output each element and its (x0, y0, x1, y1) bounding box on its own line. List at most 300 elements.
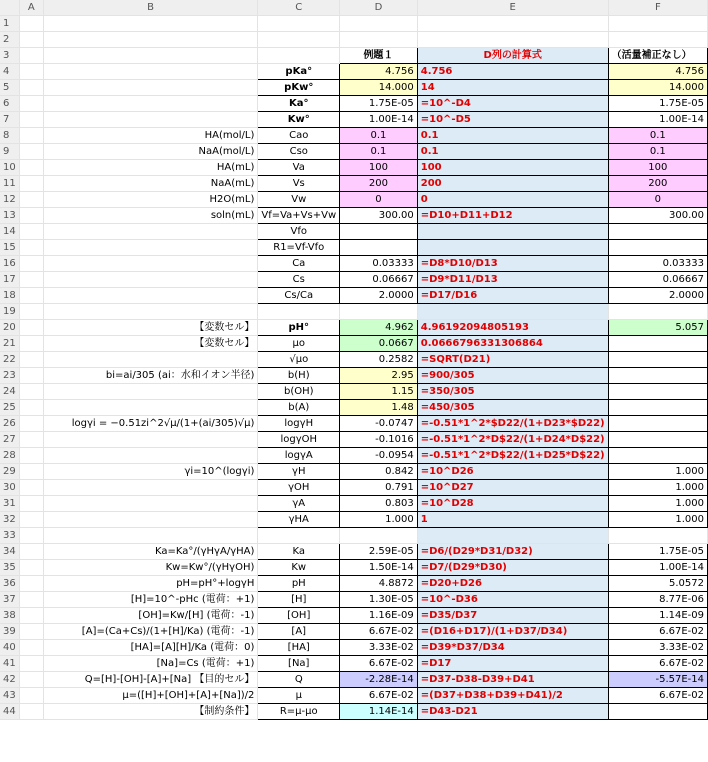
row-header-40[interactable]: 40 (0, 640, 19, 656)
cell-a40[interactable] (19, 640, 43, 656)
cell-a20[interactable] (19, 320, 43, 336)
row-header-29[interactable]: 29 (0, 464, 19, 480)
cell-d7[interactable]: 1.00E-14 (340, 112, 418, 128)
cell-d25[interactable]: 1.48 (340, 400, 418, 416)
cell-e8[interactable]: 0.1 (417, 128, 608, 144)
cell-a29[interactable] (19, 464, 43, 480)
cell-b2[interactable] (43, 32, 258, 48)
row-header-19[interactable]: 19 (0, 304, 19, 320)
row-header-43[interactable]: 43 (0, 688, 19, 704)
cell-b22[interactable] (43, 352, 258, 368)
cell-e41[interactable]: =D17 (417, 656, 608, 672)
cell-e14[interactable] (417, 224, 608, 240)
cell-c17[interactable]: Cs (258, 272, 340, 288)
cell-a31[interactable] (19, 496, 43, 512)
cell-e42[interactable]: =D37-D38-D39+D41 (417, 672, 608, 688)
cell-b1[interactable] (43, 16, 258, 32)
cell-c13[interactable]: Vf=Va+Vs+Vw (258, 208, 340, 224)
cell-f39[interactable]: 6.67E-02 (608, 624, 707, 640)
cell-b40[interactable]: [HA]=[A][H]/Ka (電荷：0) (43, 640, 258, 656)
row-header-39[interactable]: 39 (0, 624, 19, 640)
row-header-44[interactable]: 44 (0, 704, 19, 720)
cell-d1[interactable] (340, 16, 418, 32)
cell-e15[interactable] (417, 240, 608, 256)
cell-b39[interactable]: [A]=(Ca+Cs)/(1+[H]/Ka) (電荷：-1) (43, 624, 258, 640)
cell-f2[interactable] (608, 32, 707, 48)
cell-c33[interactable] (258, 528, 340, 544)
cell-f10[interactable]: 100 (608, 160, 707, 176)
cell-f40[interactable]: 3.33E-02 (608, 640, 707, 656)
cell-e34[interactable]: =D6/(D29*D31/D32) (417, 544, 608, 560)
row-header-42[interactable]: 42 (0, 672, 19, 688)
cell-b11[interactable]: NaA(mL) (43, 176, 258, 192)
cell-e36[interactable]: =D20+D26 (417, 576, 608, 592)
cell-b19[interactable] (43, 304, 258, 320)
cell-a6[interactable] (19, 96, 43, 112)
cell-d30[interactable]: 0.791 (340, 480, 418, 496)
row-header-30[interactable]: 30 (0, 480, 19, 496)
cell-c34[interactable]: Ka (258, 544, 340, 560)
cell-c7[interactable]: Kw° (258, 112, 340, 128)
cell-c39[interactable]: [A] (258, 624, 340, 640)
cell-b29[interactable]: γi=10^(logγi) (43, 464, 258, 480)
cell-a36[interactable] (19, 576, 43, 592)
cell-a14[interactable] (19, 224, 43, 240)
cell-a10[interactable] (19, 160, 43, 176)
cell-f25[interactable] (608, 400, 707, 416)
cell-b8[interactable]: HA(mol/L) (43, 128, 258, 144)
row-header-8[interactable]: 8 (0, 128, 19, 144)
cell-f1[interactable] (608, 16, 707, 32)
row-header-17[interactable]: 17 (0, 272, 19, 288)
cell-d36[interactable]: 4.8872 (340, 576, 418, 592)
row-header-9[interactable]: 9 (0, 144, 19, 160)
cell-f34[interactable]: 1.75E-05 (608, 544, 707, 560)
cell-f20[interactable]: 5.057 (608, 320, 707, 336)
cell-d32[interactable]: 1.000 (340, 512, 418, 528)
cell-e25[interactable]: =450/305 (417, 400, 608, 416)
cell-d35[interactable]: 1.50E-14 (340, 560, 418, 576)
cell-d9[interactable]: 0.1 (340, 144, 418, 160)
cell-e6[interactable]: =10^-D4 (417, 96, 608, 112)
cell-c40[interactable]: [HA] (258, 640, 340, 656)
cell-a19[interactable] (19, 304, 43, 320)
column-header-d[interactable]: D (340, 0, 418, 16)
row-header-34[interactable]: 34 (0, 544, 19, 560)
cell-d17[interactable]: 0.06667 (340, 272, 418, 288)
cell-d42[interactable]: -2.28E-14 (340, 672, 418, 688)
cell-f31[interactable]: 1.000 (608, 496, 707, 512)
cell-c29[interactable]: γH (258, 464, 340, 480)
cell-c20[interactable]: pH° (258, 320, 340, 336)
cell-e23[interactable]: =900/305 (417, 368, 608, 384)
cell-f44[interactable] (608, 704, 707, 720)
cell-f7[interactable]: 1.00E-14 (608, 112, 707, 128)
cell-e44[interactable]: =D43-D21 (417, 704, 608, 720)
cell-f13[interactable]: 300.00 (608, 208, 707, 224)
cell-d19[interactable] (340, 304, 418, 320)
cell-a9[interactable] (19, 144, 43, 160)
cell-c41[interactable]: [Na] (258, 656, 340, 672)
row-header-31[interactable]: 31 (0, 496, 19, 512)
cell-c9[interactable]: Cso (258, 144, 340, 160)
column-header-c[interactable]: C (258, 0, 340, 16)
cell-d41[interactable]: 6.67E-02 (340, 656, 418, 672)
cell-f33[interactable] (608, 528, 707, 544)
cell-f24[interactable] (608, 384, 707, 400)
cell-b31[interactable] (43, 496, 258, 512)
cell-c21[interactable]: μo (258, 336, 340, 352)
row-header-22[interactable]: 22 (0, 352, 19, 368)
cell-a26[interactable] (19, 416, 43, 432)
cell-c19[interactable] (258, 304, 340, 320)
column-header-a[interactable]: A (19, 0, 43, 16)
cell-b27[interactable] (43, 432, 258, 448)
cell-b24[interactable] (43, 384, 258, 400)
cell-e5[interactable]: 14 (417, 80, 608, 96)
row-header-6[interactable]: 6 (0, 96, 19, 112)
cell-d44[interactable]: 1.14E-14 (340, 704, 418, 720)
cell-b6[interactable] (43, 96, 258, 112)
cell-c37[interactable]: [H] (258, 592, 340, 608)
row-header-41[interactable]: 41 (0, 656, 19, 672)
cell-f36[interactable]: 5.0572 (608, 576, 707, 592)
row-header-2[interactable]: 2 (0, 32, 19, 48)
cell-d14[interactable] (340, 224, 418, 240)
cell-d3[interactable]: 例題１ (340, 48, 418, 64)
cell-b32[interactable] (43, 512, 258, 528)
cell-f19[interactable] (608, 304, 707, 320)
row-header-3[interactable]: 3 (0, 48, 19, 64)
cell-f16[interactable]: 0.03333 (608, 256, 707, 272)
row-header-38[interactable]: 38 (0, 608, 19, 624)
cell-e38[interactable]: =D35/D37 (417, 608, 608, 624)
cell-f4[interactable]: 4.756 (608, 64, 707, 80)
cell-f42[interactable]: -5.57E-14 (608, 672, 707, 688)
cell-a27[interactable] (19, 432, 43, 448)
cell-d23[interactable]: 2.95 (340, 368, 418, 384)
cell-a12[interactable] (19, 192, 43, 208)
cell-d33[interactable] (340, 528, 418, 544)
row-header-11[interactable]: 11 (0, 176, 19, 192)
cell-c18[interactable]: Cs/Ca (258, 288, 340, 304)
cell-b13[interactable]: soln(mL) (43, 208, 258, 224)
cell-c5[interactable]: pKw° (258, 80, 340, 96)
cell-a30[interactable] (19, 480, 43, 496)
cell-b18[interactable] (43, 288, 258, 304)
cell-a42[interactable] (19, 672, 43, 688)
row-header-37[interactable]: 37 (0, 592, 19, 608)
cell-e24[interactable]: =350/305 (417, 384, 608, 400)
cell-b25[interactable] (43, 400, 258, 416)
cell-e43[interactable]: =(D37+D38+D39+D41)/2 (417, 688, 608, 704)
cell-d16[interactable]: 0.03333 (340, 256, 418, 272)
cell-c16[interactable]: Ca (258, 256, 340, 272)
cell-c24[interactable]: b(OH) (258, 384, 340, 400)
cell-a17[interactable] (19, 272, 43, 288)
row-header-27[interactable]: 27 (0, 432, 19, 448)
cell-e4[interactable]: 4.756 (417, 64, 608, 80)
cell-f22[interactable] (608, 352, 707, 368)
cell-a33[interactable] (19, 528, 43, 544)
cell-f21[interactable] (608, 336, 707, 352)
cell-e28[interactable]: =-0.51*1^2*D$22/(1+D25*D$22) (417, 448, 608, 464)
row-header-25[interactable]: 25 (0, 400, 19, 416)
cell-c14[interactable]: Vfo (258, 224, 340, 240)
cell-e29[interactable]: =10^D26 (417, 464, 608, 480)
cell-b4[interactable] (43, 64, 258, 80)
cell-b9[interactable]: NaA(mol/L) (43, 144, 258, 160)
select-all-corner[interactable] (0, 0, 19, 16)
cell-e40[interactable]: =D39*D37/D34 (417, 640, 608, 656)
cell-f3[interactable]: （活量補正なし） (608, 48, 707, 64)
cell-b36[interactable]: pH=pH°+logγH (43, 576, 258, 592)
cell-b12[interactable]: H2O(mL) (43, 192, 258, 208)
cell-d27[interactable]: -0.1016 (340, 432, 418, 448)
cell-b42[interactable]: Q=[H]-[OH]-[A]+[Na] 【目的セル】 (43, 672, 258, 688)
cell-b16[interactable] (43, 256, 258, 272)
cell-e30[interactable]: =10^D27 (417, 480, 608, 496)
cell-e35[interactable]: =D7/(D29*D30) (417, 560, 608, 576)
cell-d34[interactable]: 2.59E-05 (340, 544, 418, 560)
cell-a1[interactable] (19, 16, 43, 32)
cell-d12[interactable]: 0 (340, 192, 418, 208)
cell-e1[interactable] (417, 16, 608, 32)
cell-e11[interactable]: 200 (417, 176, 608, 192)
cell-e16[interactable]: =D8*D10/D13 (417, 256, 608, 272)
cell-c28[interactable]: logγA (258, 448, 340, 464)
cell-e3[interactable]: D列の計算式 (417, 48, 608, 64)
cell-c30[interactable]: γOH (258, 480, 340, 496)
cell-f28[interactable] (608, 448, 707, 464)
cell-d11[interactable]: 200 (340, 176, 418, 192)
cell-a3[interactable] (19, 48, 43, 64)
row-header-10[interactable]: 10 (0, 160, 19, 176)
cell-b21[interactable]: 【変数セル】 (43, 336, 258, 352)
cell-d10[interactable]: 100 (340, 160, 418, 176)
cell-a25[interactable] (19, 400, 43, 416)
cell-b3[interactable] (43, 48, 258, 64)
cell-d20[interactable]: 4.962 (340, 320, 418, 336)
row-header-28[interactable]: 28 (0, 448, 19, 464)
cell-b30[interactable] (43, 480, 258, 496)
cell-f26[interactable] (608, 416, 707, 432)
cell-c35[interactable]: Kw (258, 560, 340, 576)
row-header-26[interactable]: 26 (0, 416, 19, 432)
cell-f5[interactable]: 14.000 (608, 80, 707, 96)
cell-d37[interactable]: 1.30E-05 (340, 592, 418, 608)
cell-c25[interactable]: b(A) (258, 400, 340, 416)
cell-d5[interactable]: 14.000 (340, 80, 418, 96)
row-header-35[interactable]: 35 (0, 560, 19, 576)
cell-a44[interactable] (19, 704, 43, 720)
cell-e9[interactable]: 0.1 (417, 144, 608, 160)
cell-a34[interactable] (19, 544, 43, 560)
cell-d40[interactable]: 3.33E-02 (340, 640, 418, 656)
cell-c1[interactable] (258, 16, 340, 32)
cell-e7[interactable]: =10^-D5 (417, 112, 608, 128)
row-header-20[interactable]: 20 (0, 320, 19, 336)
cell-b20[interactable]: 【変数セル】 (43, 320, 258, 336)
cell-b35[interactable]: Kw=Kw°/(γHγOH) (43, 560, 258, 576)
cell-a35[interactable] (19, 560, 43, 576)
cell-d38[interactable]: 1.16E-09 (340, 608, 418, 624)
cell-c36[interactable]: pH (258, 576, 340, 592)
cell-a24[interactable] (19, 384, 43, 400)
cell-b15[interactable] (43, 240, 258, 256)
cell-a21[interactable] (19, 336, 43, 352)
cell-f9[interactable]: 0.1 (608, 144, 707, 160)
cell-c6[interactable]: Ka° (258, 96, 340, 112)
cell-d26[interactable]: -0.0747 (340, 416, 418, 432)
cell-c31[interactable]: γA (258, 496, 340, 512)
cell-a13[interactable] (19, 208, 43, 224)
cell-c15[interactable]: R1=Vf-Vfo (258, 240, 340, 256)
cell-d22[interactable]: 0.2582 (340, 352, 418, 368)
cell-f14[interactable] (608, 224, 707, 240)
row-header-24[interactable]: 24 (0, 384, 19, 400)
cell-b33[interactable] (43, 528, 258, 544)
column-header-b[interactable]: B (43, 0, 258, 16)
cell-a2[interactable] (19, 32, 43, 48)
cell-e2[interactable] (417, 32, 608, 48)
cell-e17[interactable]: =D9*D11/D13 (417, 272, 608, 288)
cell-a22[interactable] (19, 352, 43, 368)
cell-d21[interactable]: 0.0667 (340, 336, 418, 352)
cell-e10[interactable]: 100 (417, 160, 608, 176)
cell-d2[interactable] (340, 32, 418, 48)
cell-b41[interactable]: [Na]=Cs (電荷：+1) (43, 656, 258, 672)
cell-c43[interactable]: μ (258, 688, 340, 704)
cell-c8[interactable]: Cao (258, 128, 340, 144)
cell-c22[interactable]: √μo (258, 352, 340, 368)
cell-f38[interactable]: 1.14E-09 (608, 608, 707, 624)
cell-c2[interactable] (258, 32, 340, 48)
cell-a18[interactable] (19, 288, 43, 304)
cell-c12[interactable]: Vw (258, 192, 340, 208)
cell-b34[interactable]: Ka=Ka°/(γHγA/γHA) (43, 544, 258, 560)
row-header-23[interactable]: 23 (0, 368, 19, 384)
cell-d31[interactable]: 0.803 (340, 496, 418, 512)
row-header-15[interactable]: 15 (0, 240, 19, 256)
row-header-1[interactable]: 1 (0, 16, 19, 32)
cell-a32[interactable] (19, 512, 43, 528)
cell-b37[interactable]: [H]=10^-pHc (電荷：+1) (43, 592, 258, 608)
cell-b38[interactable]: [OH]=Kw/[H] (電荷：-1) (43, 608, 258, 624)
cell-f32[interactable]: 1.000 (608, 512, 707, 528)
cell-d4[interactable]: 4.756 (340, 64, 418, 80)
cell-a8[interactable] (19, 128, 43, 144)
cell-c42[interactable]: Q (258, 672, 340, 688)
cell-d8[interactable]: 0.1 (340, 128, 418, 144)
cell-e12[interactable]: 0 (417, 192, 608, 208)
cell-b14[interactable] (43, 224, 258, 240)
cell-c38[interactable]: [OH] (258, 608, 340, 624)
cell-c32[interactable]: γHA (258, 512, 340, 528)
cell-a5[interactable] (19, 80, 43, 96)
cell-e32[interactable]: 1 (417, 512, 608, 528)
cell-f35[interactable]: 1.00E-14 (608, 560, 707, 576)
row-header-4[interactable]: 4 (0, 64, 19, 80)
cell-b7[interactable] (43, 112, 258, 128)
cell-d39[interactable]: 6.67E-02 (340, 624, 418, 640)
row-header-32[interactable]: 32 (0, 512, 19, 528)
cell-a38[interactable] (19, 608, 43, 624)
cell-c27[interactable]: logγOH (258, 432, 340, 448)
cell-e21[interactable]: 0.0666796331306864 (417, 336, 608, 352)
cell-c10[interactable]: Va (258, 160, 340, 176)
cell-d15[interactable] (340, 240, 418, 256)
cell-a4[interactable] (19, 64, 43, 80)
cell-b17[interactable] (43, 272, 258, 288)
cell-a15[interactable] (19, 240, 43, 256)
cell-e18[interactable]: =D17/D16 (417, 288, 608, 304)
cell-c26[interactable]: logγH (258, 416, 340, 432)
cell-d28[interactable]: -0.0954 (340, 448, 418, 464)
cell-c11[interactable]: Vs (258, 176, 340, 192)
cell-a28[interactable] (19, 448, 43, 464)
cell-f30[interactable]: 1.000 (608, 480, 707, 496)
row-header-14[interactable]: 14 (0, 224, 19, 240)
cell-d13[interactable]: 300.00 (340, 208, 418, 224)
cell-f15[interactable] (608, 240, 707, 256)
cell-d29[interactable]: 0.842 (340, 464, 418, 480)
cell-d6[interactable]: 1.75E-05 (340, 96, 418, 112)
cell-f12[interactable]: 0 (608, 192, 707, 208)
cell-e22[interactable]: =SQRT(D21) (417, 352, 608, 368)
cell-c44[interactable]: R=μ-μo (258, 704, 340, 720)
cell-b26[interactable]: logγi = −0.51zi^2√μ/(1+(ai/305)√μ) (43, 416, 258, 432)
cell-a37[interactable] (19, 592, 43, 608)
cell-c4[interactable]: pKa° (258, 64, 340, 80)
cell-d24[interactable]: 1.15 (340, 384, 418, 400)
row-header-33[interactable]: 33 (0, 528, 19, 544)
cell-e39[interactable]: =(D16+D17)/(1+D37/D34) (417, 624, 608, 640)
cell-e26[interactable]: =-0.51*1^2*$D22/(1+D23*$D22) (417, 416, 608, 432)
cell-e19[interactable] (417, 304, 608, 320)
row-header-5[interactable]: 5 (0, 80, 19, 96)
cell-b28[interactable] (43, 448, 258, 464)
cell-e20[interactable]: 4.96192094805193 (417, 320, 608, 336)
cell-e27[interactable]: =-0.51*1^2*D$22/(1+D24*D$22) (417, 432, 608, 448)
cell-f11[interactable]: 200 (608, 176, 707, 192)
cell-f29[interactable]: 1.000 (608, 464, 707, 480)
cell-a39[interactable] (19, 624, 43, 640)
cell-b43[interactable]: μ=([H]+[OH]+[A]+[Na])/2 (43, 688, 258, 704)
cell-c3[interactable] (258, 48, 340, 64)
cell-e33[interactable] (417, 528, 608, 544)
cell-a41[interactable] (19, 656, 43, 672)
cell-f17[interactable]: 0.06667 (608, 272, 707, 288)
cell-f8[interactable]: 0.1 (608, 128, 707, 144)
row-header-16[interactable]: 16 (0, 256, 19, 272)
row-header-13[interactable]: 13 (0, 208, 19, 224)
cell-f18[interactable]: 2.0000 (608, 288, 707, 304)
cell-b5[interactable] (43, 80, 258, 96)
cell-f43[interactable]: 6.67E-02 (608, 688, 707, 704)
cell-b10[interactable]: HA(mL) (43, 160, 258, 176)
cell-d43[interactable]: 6.67E-02 (340, 688, 418, 704)
cell-c23[interactable]: b(H) (258, 368, 340, 384)
cell-b44[interactable]: 【制約条件】 (43, 704, 258, 720)
column-header-e[interactable]: E (417, 0, 608, 16)
cell-e37[interactable]: =10^-D36 (417, 592, 608, 608)
cell-f27[interactable] (608, 432, 707, 448)
cell-a11[interactable] (19, 176, 43, 192)
cell-f41[interactable]: 6.67E-02 (608, 656, 707, 672)
row-header-12[interactable]: 12 (0, 192, 19, 208)
row-header-18[interactable]: 18 (0, 288, 19, 304)
